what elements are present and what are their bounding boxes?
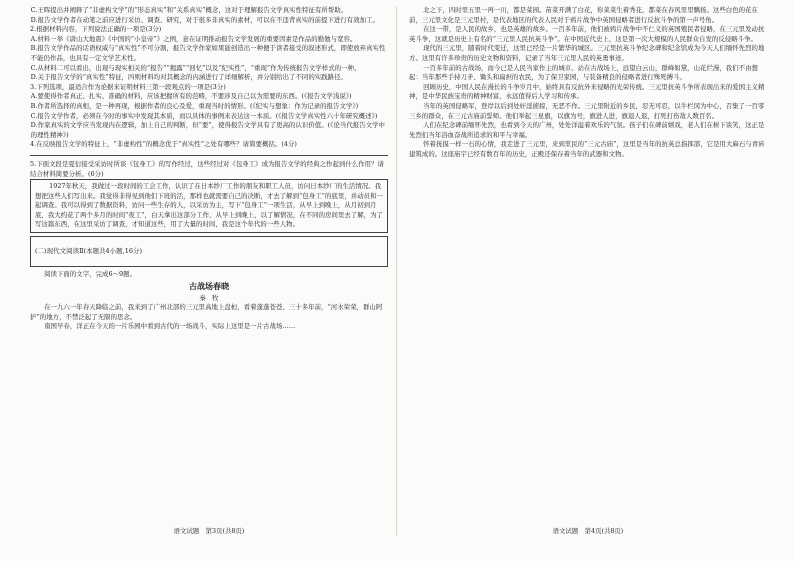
q2-option-b[interactable]: B.报告文学作品的话语权威与“真实性”不可分割，报告文学作家如果能创造出一种便于读者接受的叙述形式，即使放弃真实性不能仍作品，也具有一定文学艺术性。 [30,44,386,62]
question-5 [30,160,388,233]
q5-stem: 5.下面文段是夏衍接受采访时所谈《包身工》的写作经过，这些经过对《包身工》成为报告文学的经典之作起到什么作用？请结合材料简要分析。(6分) [30,159,384,178]
section-2-instruction: 阅读下面的文字，完成6～9题。 [44,269,137,278]
q1-option-c[interactable]: C.王晖提出并阐释了“非虚构文学”的“形态真实”和“关系真实”概念，这对于理解报告文学真实性特征有所帮助。 [30,6,348,14]
section-2-header [30,236,388,267]
section-2-instructions [30,270,388,280]
article-author: 秦 牧 [199,294,219,303]
page-left [30,6,388,536]
article-paragraph: 南国早春，洋正在今天的一片乐园中看到古代的一场战斗，实际上这里是一片古战场…… [44,322,296,331]
q3-option-c[interactable]: C.报告文学作者，必须在今时的事实中发现其本质，而以具体的事例来表达这一本质。(《报告文学真实性六十年研究概述》) [30,111,378,120]
article-paragraph: 当年的英国侵略军，登岸以后到处奸淫掳掠，无恶不作。三元里附近的乡民，忍无可忍，以牛栏冈为中心，召集了一百零三乡的群众，在三元古庙前誓师。他们举起三星旗，以旗为号，旗进人进，旗退人退，打死打伤敌人数百名。 [409,101,765,120]
divider [30,155,388,156]
q2-stem: 2.根据材料内容，下列说法正确的一项是(3分) [30,25,162,34]
article-paragraph: 人们在纪念碑前缅怀先烈，也看到今天的广州，处处洋溢着欢乐的气氛。孩子们在碑前嬉戏，老人们在树下谈笑，这正是先烈们当年浴血奋战所追求的和平与幸福。 [409,121,765,139]
q3-option-d[interactable]: D.作家真实的文学应当发现内在逻辑，加上自己的判断，但“要”，使得报告文学具有了更高的认识价值。(《论当代报告文学中的理性精神》) [30,121,385,139]
q5-quote: 1927年秋天，我做过一段时间的工会工作，认识了在日本纱厂工作的朋友和职工人员，访问日本纱厂的生活情况。我想把这些人们写出来。我觉得非得见到他们下班的活，那样也就需要自己的决断，才去了解到“包身工”的底里，并动员和一起调查。我可以得到了数据资料，访问一些生存的人，以采访为主，写下“包身工”一项生活，从早上到晚上，从月初到月底，我大约花了两个多月的时间“夜工”，白天拿出这部分工作，从早上到晚上，以了解情况，在不同的房间里去了解，为了写这篇东西，在这里采访了调查，才知道这些，用了大量的时间，我是这个年代的一些人物。 [35,182,383,229]
q2-option-c[interactable]: C.从材料二可以看出，出现与现实相关的“报告”“揭露”“回忆”以及“纪实性”，“重现”作为传统报告文学样式的一种。 [30,63,361,72]
q5-quote-box [30,179,388,233]
q2-option-d[interactable]: D.关于报告文学的“真实性”特征，四则材料均对其概念的内涵进行了详细解析，并分别给出了不同的实践路径。 [30,73,347,82]
article-body-right [409,6,767,160]
article-body-left [30,303,388,332]
article-paragraph: 怀着抚摸一样一石的心情，我走进了三元里，来到里民的“三元古庙”，这里是当年的抗英总指挥部，它是用大麻石与青砖建筑成的。这座庙宇已经有数百年的历史，正殿还保存着当年的武器和文物。 [409,140,765,158]
q3-option-b[interactable]: B.作者所选择的真相，是一种再现，根据作者的良心及爱，重现当时的情形。(《纪实与想象：作为记录的报告文学》) [30,101,359,110]
page-gutter [396,6,397,536]
article-title: 古战场春晓 [189,282,229,292]
question-2 [30,25,388,83]
article-paragraph: 回顾历史，中国人民在漫长的斗争岁月中，始终具有反抗外来侵略的光荣传统。三元里抗英斗争所表现出来的爱国主义精神，是中华民族宝贵的精神财富，永远值得后人学习和传承。 [409,82,765,101]
section-2-title: (二)现代文阅读Ⅱ(本题共4小题,16分) [35,246,143,255]
article-paragraph: 北之下，四时里五里一再一川，都是菜园。苗菜开满了白花，你菜菜生着秀花，都菜在春风里里飘扬。这些白色的花在前，三元里文化是三元里村，是代表地区的代表人民对于鸦片战争中英国侵略者进行反抗斗争的第一声号角。 [409,6,758,24]
q3-stem: 3.下列选项，最适合作为论据来证明材料三第一段观点的一项是(3分) [30,82,226,91]
article-paragraph: 现代的三元里，随着时代变迁，这里已经是一片繁华的城区。三元里抗英斗争纪念碑和纪念馆成为今天人们缅怀先烈的地方。这里有许多珍贵的历史文物和资料，记录了当年三元里人民的英勇事迹。 [409,44,765,62]
page-footer-right: 语文试题 第4页(共8页) [552,527,624,535]
page-right [409,6,767,536]
q2-option-a[interactable]: A.材料一举《唐山大地震》《中国的“小皇帝”》之例，意在证明推动报告文学发展的重要因素是作品的勤勉与宽容。 [30,34,357,43]
article-paragraph: 在一九六一年春天降临之前，我来到了广州北部的三元里高地上盘桓，看着蓬蓬苍苍、三十多年前，“河水荣荣，群山阿护”的地方，不禁泛起了无限的思念。 [30,303,383,321]
q1-options [30,6,388,25]
q1-option-d[interactable]: D.报告文学作者在动笔之前应进行采访、调查、研究，对于很多非真实的素材，可以在不违背真实的前提下进行有效加工。 [30,15,380,24]
q4-stem: 4.在反映报告文学的特征上，“非虚构性”的概念优于“真实性”之处有哪些？请简要概括。(4分) [30,140,297,149]
article-paragraph: 一百多年前的古战场，而今已是人民当家作主的城市。站在古战场上，远望白云山，群峰如黛，山花烂漫，我们不由想起：当年那些手持刀矛、锄头和扁担的农民，为了保卫家园，与装备精良的侵略者进行殊死搏斗。 [409,63,758,82]
question-3 [30,83,388,141]
article-paragraph: 在这一带，是人民的故乡，也是英雄的故乡。一百多年前，他们被鸦片战争中不仁义的英国殖民者侵略，在三元里发动抗英斗争，这就是历史上有名的“三元里人民抗英斗争”。在中国近代史上，这是第一次大规模的人民群众自发的反侵略斗争。 [409,25,765,43]
page-footer-left: 语文试题 第3页(共8页) [173,527,245,535]
q3-option-a[interactable]: A.要使得作者真正、扎实、准确的材料，应该把握所有的范畴，不要涉及自己以为需要的东西。(《报告文学浅说》) [30,92,352,101]
question-4 [30,140,388,150]
